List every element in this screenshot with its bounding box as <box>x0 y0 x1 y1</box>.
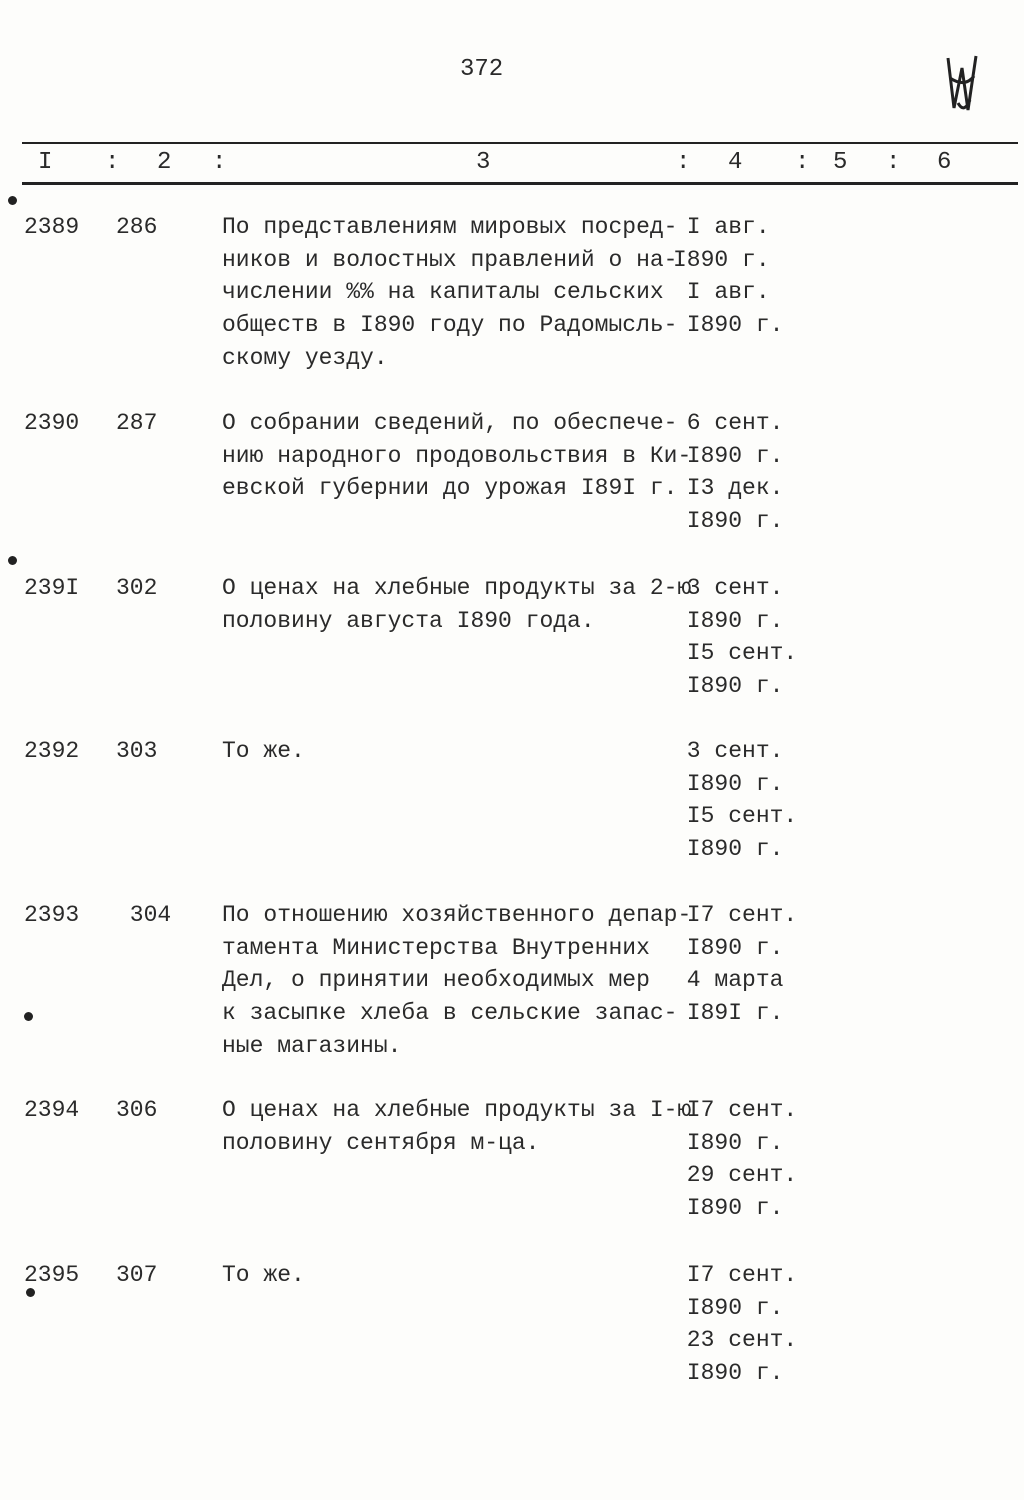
column-separator: : <box>676 149 691 176</box>
case-dates <box>673 899 797 1030</box>
case-dates-line: I890 г. <box>673 673 784 700</box>
ink-dot <box>8 196 17 205</box>
case-dates-line: 3 сент. <box>673 738 784 764</box>
case-number-line: 286 <box>116 214 158 240</box>
case-title-line: нию народного продовольствия в Ки- <box>222 442 692 469</box>
case-title <box>222 211 677 375</box>
case-dates <box>673 211 783 342</box>
inventory-number <box>24 899 79 932</box>
inventory-number-line: 2393 <box>24 902 80 928</box>
inventory-number <box>24 211 79 244</box>
inventory-number <box>24 572 79 605</box>
inventory-number-line: 2390 <box>24 410 80 436</box>
inventory-number-line: 2395 <box>24 1262 80 1288</box>
column-separator: : <box>795 149 810 176</box>
case-dates-line: I890 г. <box>673 1360 784 1387</box>
case-number-line: 303 <box>116 738 158 764</box>
case-number <box>116 1094 157 1127</box>
column-header-3: 3 <box>476 149 491 176</box>
case-number <box>116 1259 157 1292</box>
case-dates-line: I890 г. <box>673 836 784 863</box>
ink-dot <box>8 556 17 565</box>
case-title <box>222 1259 305 1292</box>
header-bottom-rule <box>22 182 1018 185</box>
case-title <box>222 1094 691 1159</box>
case-dates-line: I5 сент. <box>673 640 798 667</box>
case-dates-line: I890 г. <box>673 607 784 634</box>
case-title-line: тамента Министерства Внутренних <box>222 934 650 961</box>
case-dates <box>673 1094 797 1225</box>
case-dates-line: I авг. <box>673 279 770 306</box>
case-title-line: половину августа I890 года. <box>222 607 595 634</box>
case-dates-line: I890 г. <box>673 442 784 469</box>
case-title-line: евской губернии до урожая I89I г. <box>222 475 678 502</box>
case-title <box>222 572 691 637</box>
case-title-line: половину сентября м-ца. <box>222 1129 540 1156</box>
inventory-number <box>24 1259 79 1292</box>
inventory-number-line: 2394 <box>24 1097 80 1123</box>
ink-dot <box>24 1012 33 1021</box>
case-title-line: О ценах на хлебные продукты за 2-ю <box>222 575 692 601</box>
case-dates-line: 4 марта <box>673 967 784 994</box>
case-dates-line: I89I г. <box>673 1000 784 1027</box>
case-title-line: О ценах на хлебные продукты за I-ю <box>222 1097 692 1123</box>
case-title-line: О собрании сведений, по обеспече- <box>222 410 678 436</box>
case-dates <box>673 735 797 866</box>
case-title-line: По представлениям мировых посред- <box>222 214 678 240</box>
case-dates-line: I7 сент. <box>673 1097 798 1123</box>
case-dates-line: 29 сент. <box>673 1162 798 1189</box>
case-title-line: ников и волостных правлений о на- <box>222 246 678 273</box>
column-separator: : <box>105 149 120 176</box>
case-dates <box>673 407 783 538</box>
header-top-rule <box>22 142 1018 144</box>
case-number-line: 304 <box>116 902 172 928</box>
case-title-line: обществ в I890 году по Радомысль- <box>222 312 678 339</box>
case-title-line: Дел, о принятии необходимых мер <box>222 967 650 994</box>
case-number-line: 302 <box>116 575 158 601</box>
case-dates <box>673 572 797 703</box>
case-dates-line: I авг. <box>673 214 770 240</box>
column-separator: : <box>886 149 901 176</box>
case-title <box>222 407 691 505</box>
ink-dot <box>26 1288 35 1297</box>
inventory-number <box>24 735 79 768</box>
case-title-line: к засыпке хлеба в сельские запас- <box>222 1000 678 1027</box>
inventory-number-line: 239I <box>24 575 80 601</box>
case-title-line: То же. <box>222 1262 305 1288</box>
case-number <box>116 899 171 932</box>
case-dates-line: I890 г. <box>673 1129 784 1156</box>
case-title-line: скому уезду. <box>222 344 388 371</box>
case-number <box>116 735 157 768</box>
column-header-1: I <box>38 149 53 176</box>
inventory-number <box>24 1094 79 1127</box>
column-header-4: 4 <box>728 149 743 176</box>
case-dates-line: 6 сент. <box>673 410 784 436</box>
case-dates-line: I5 сент. <box>673 803 798 830</box>
case-title <box>222 735 305 768</box>
case-dates-line: I890 г. <box>673 508 784 535</box>
case-dates <box>673 1259 797 1390</box>
case-number <box>116 407 157 440</box>
case-title-line: По отношению хозяйственного депар- <box>222 902 692 928</box>
inventory-number <box>24 407 79 440</box>
case-title <box>222 899 691 1063</box>
case-dates-line: I890 г. <box>673 312 784 339</box>
column-header-2: 2 <box>157 149 172 176</box>
signature-mark <box>940 48 985 118</box>
case-number <box>116 572 157 605</box>
column-header-6: 6 <box>937 149 952 176</box>
case-dates-line: 3 сент. <box>673 575 784 601</box>
case-dates-line: I890 г. <box>673 770 784 797</box>
case-title-line: ные магазины. <box>222 1032 402 1059</box>
case-dates-line: I890 г. <box>673 1195 784 1222</box>
inventory-number-line: 2389 <box>24 214 80 240</box>
case-dates-line: I7 сент. <box>673 1262 798 1288</box>
case-title-line: числении %% на капиталы сельских <box>222 279 664 306</box>
case-number-line: 287 <box>116 410 158 436</box>
case-number-line: 307 <box>116 1262 158 1288</box>
case-dates-line: I7 сент. <box>673 902 798 928</box>
inventory-number-line: 2392 <box>24 738 80 764</box>
case-dates-line: I890 г. <box>673 246 770 273</box>
column-header-5: 5 <box>833 149 848 176</box>
case-dates-line: 23 сент. <box>673 1327 798 1354</box>
column-separator: : <box>212 149 227 176</box>
case-dates-line: I890 г. <box>673 934 784 961</box>
case-number <box>116 211 157 244</box>
page-number: 372 <box>460 56 504 83</box>
case-dates-line: I3 дек. <box>673 475 784 502</box>
case-number-line: 306 <box>116 1097 158 1123</box>
case-dates-line: I890 г. <box>673 1294 784 1321</box>
case-title-line: То же. <box>222 738 305 764</box>
